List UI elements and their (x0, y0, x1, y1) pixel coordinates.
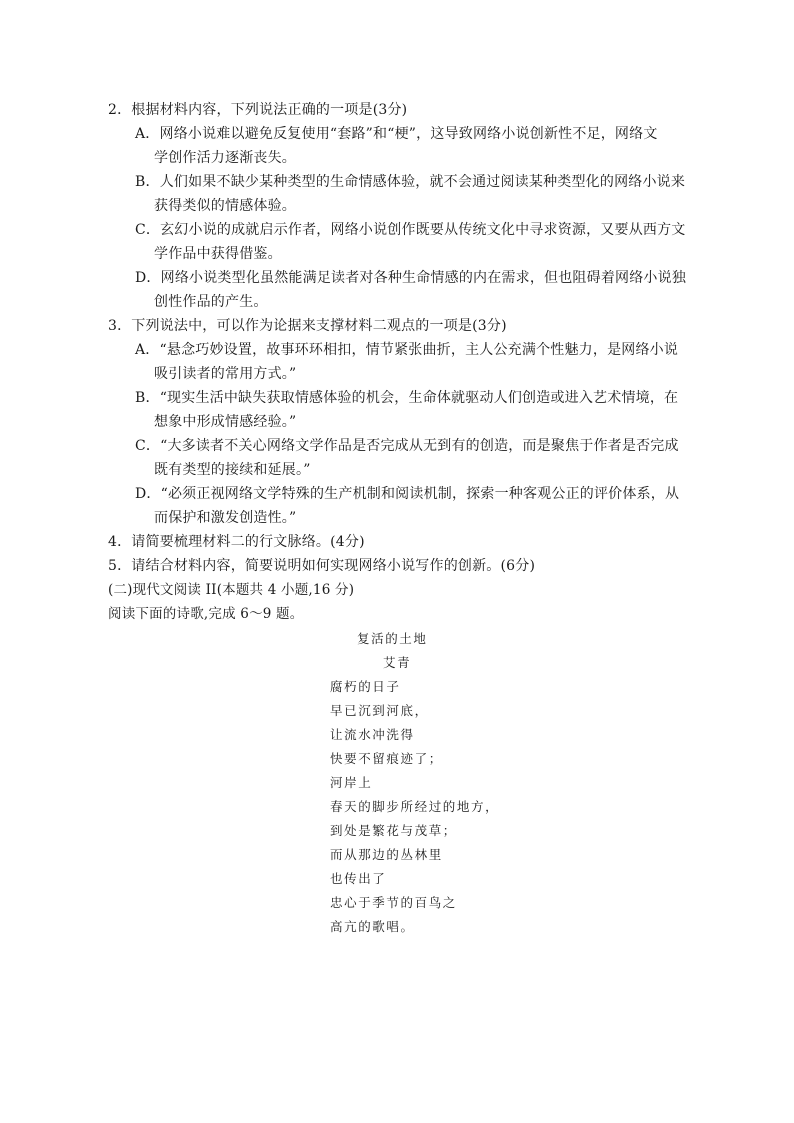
question-2-option-a-line-2: 学创作活力逐渐丧失。 (154, 150, 296, 166)
question-2-option-d-line-2: 创性作品的产生。 (154, 294, 268, 310)
poem-author: 艾青 (383, 655, 412, 670)
question-3-stem: 3．下列说法中，可以作为论据来支撑材料二观点的一项是(3分) (108, 318, 507, 334)
poem-line: 春天的脚步所经过的地方， (330, 799, 500, 814)
poem-line: 让流水冲洗得 (330, 727, 415, 742)
poem-line: 也传出了 (330, 871, 387, 886)
poem-line: 忠心于季节的百鸟之 (330, 895, 457, 910)
question-3-option-a-line-2: 吸引读者的常用方式。” (154, 366, 297, 382)
question-3-option-b-line-1: B．“现实生活中缺失获取情感体验的机会，生命体就驱动人们创造或进入艺术情境，在 (135, 390, 679, 406)
question-3-option-c-line-2: 既有类型的接续和延展。” (154, 462, 311, 478)
question-3-option-b-line-2: 想象中形成情感经验。” (154, 414, 297, 430)
question-3-option-a-line-1: A．“悬念巧妙设置，故事环环相扣，情节紧张曲折，主人公充满个性魅力，是网络小说 (135, 342, 679, 358)
question-2-option-c-line-2: 学作品中获得借鉴。 (154, 246, 282, 262)
section-instruction: 阅读下面的诗歌,完成 6～9 题。 (108, 606, 304, 622)
question-2-option-d-line-1: D．网络小说类型化虽然能满足读者对各种生命情感的内在需求，但也阻碍着网络小说独 (135, 270, 687, 286)
question-5: 5．请结合材料内容，简要说明如何实现网络小说写作的创新。(6分) (108, 558, 536, 574)
question-2-option-b-line-1: B．人们如果不缺少某种类型的生命情感体验，就不会通过阅读某种类型化的网络小说来 (135, 174, 686, 190)
poem-line: 高亢的歌唱。 (330, 919, 415, 934)
question-3-option-c-line-1: C．“大多读者不关心网络文学作品是否完成从无到有的创造，而是聚焦于作者是否完成 (135, 438, 679, 454)
question-2-option-a-line-1: A．网络小说难以避免反复使用“套路”和“梗”，这导致网络小说创新性不足，网络文 (135, 126, 658, 142)
poem-line: 腐朽的日子 (330, 679, 401, 694)
poem-line: 到处是繁花与茂草； (330, 823, 457, 838)
question-3-option-d-line-1: D．“必须正视网络文学特殊的生产机制和阅读机制，探索一种客观公正的评价体系，从 (135, 486, 680, 502)
question-2-option-c-line-1: C．玄幻小说的成就启示作者，网络小说创作既要从传统文化中寻求资源，又要从西方文 (135, 222, 686, 238)
question-3-option-d-line-2: 而保护和激发创造性。” (154, 510, 297, 526)
poem-line: 早已沉到河底， (330, 703, 429, 718)
question-4: 4．请简要梳理材料二的行文脉络。(4分) (108, 534, 365, 550)
poem-line: 河岸上 (330, 775, 373, 790)
poem-line: 快要不留痕迹了； (330, 751, 443, 766)
question-2-option-b-line-2: 获得类似的情感体验。 (154, 198, 296, 214)
poem-line: 而从那边的丛林里 (330, 847, 443, 862)
poem-title: 复活的土地 (357, 631, 428, 646)
question-2-stem: 2．根据材料内容，下列说法正确的一项是(3分) (108, 102, 408, 118)
section-heading: (二)现代文阅读 II(本题共 4 小题,16 分) (108, 582, 355, 598)
